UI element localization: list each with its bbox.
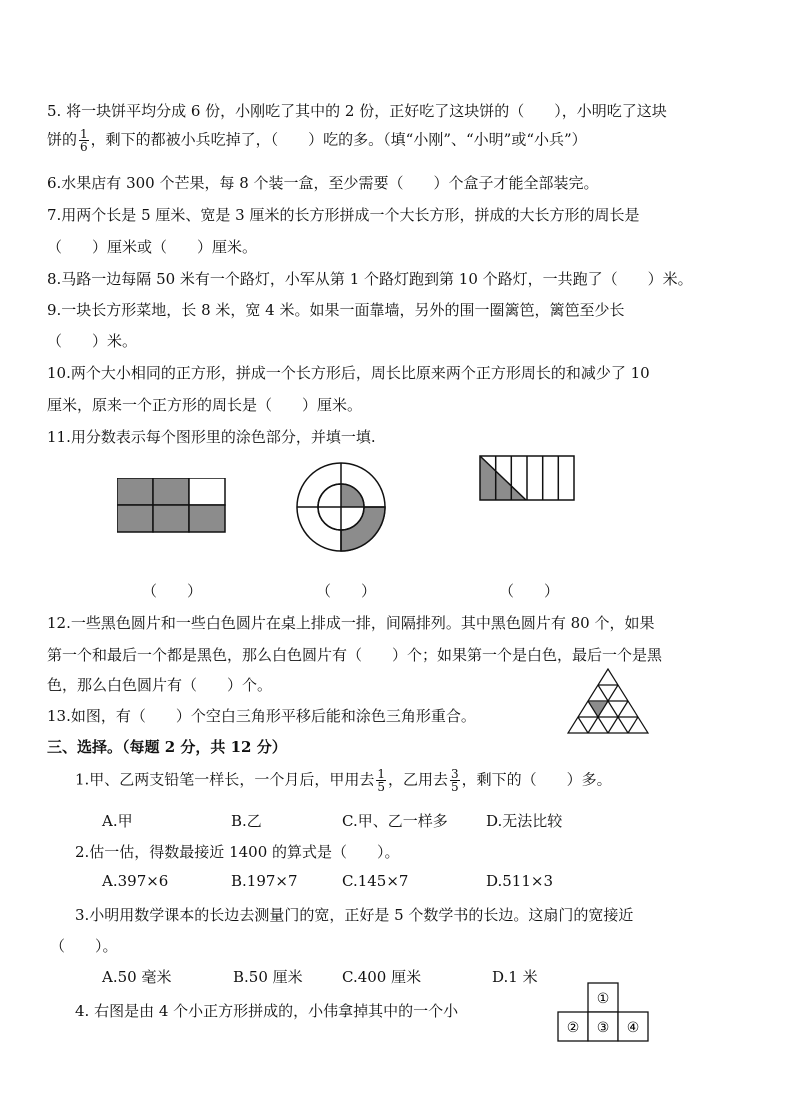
grid-cell: [117, 478, 153, 505]
grid-cell: [189, 505, 225, 532]
q11-blank-2[interactable]: （ ）: [316, 582, 377, 600]
grid-figure: [117, 478, 227, 534]
strip-figure: [478, 454, 576, 502]
c3-option-d[interactable]: D.1 米: [492, 968, 538, 986]
c3-option-c[interactable]: C.400 厘米: [342, 968, 422, 986]
grid-cell: [189, 478, 225, 505]
q5-line1: 5. 将一块饼平均分成 6 份，小刚吃了其中的 2 份，正好吃了这块饼的（ ），小明吃了这块: [47, 102, 667, 120]
q12-line2: 第一个和最后一个都是黑色，那么白色圆片有（ ）个；如果第一个是白色，最后一个是黑: [47, 646, 663, 664]
c1-option-d[interactable]: D.无法比较: [486, 812, 563, 830]
grid-cell: [153, 478, 189, 505]
c3-line1: 3.小明用数学课本的长边去测量门的宽，正好是 5 个数学书的长边。这扇门的宽接近: [75, 906, 634, 924]
c4-question: 4. 右图是由 4 个小正方形拼成的，小伟拿掉其中的一个小: [75, 1002, 459, 1020]
fraction-three-fifths: $\frac{3}{5}$: [450, 767, 459, 794]
ring-figure: [294, 460, 388, 554]
c2-option-b[interactable]: B.197×7: [231, 872, 298, 890]
q10-line2: 厘米，原来一个正方形的周长是（ ）厘米。: [47, 396, 363, 414]
square-label-3: ③: [596, 1020, 610, 1036]
triangle-figure: [566, 667, 650, 735]
q5-line2: [47, 128, 587, 153]
q6-text: 6.水果店有 300 个芒果，每 8 个装一盒，至少需要（ ）个盒子才能全部装完。: [47, 174, 599, 192]
c1-question: [75, 768, 612, 793]
c3-line2: （ ）。: [50, 937, 118, 955]
c1-text-mid: ，乙用去: [387, 770, 448, 789]
square-label-4: ④: [626, 1020, 640, 1036]
c1-text-pre: 1.甲、乙两支铅笔一样长，一个月后，甲用去: [75, 770, 375, 789]
q7-line1: 7.用两个长是 5 厘米、宽是 3 厘米的长方形拼成一个大长方形，拼成的大长方形的周长是: [47, 206, 640, 224]
square-label-2: ②: [566, 1020, 580, 1036]
c2-question: 2.估一估，得数最接近 1400 的算式是（ ）。: [75, 843, 400, 861]
section-3-heading: 三、选择。（每题 2 分，共 12 分）: [47, 738, 287, 756]
q9-line1: 9.一块长方形菜地，长 8 米，宽 4 米。如果一面靠墙，另外的围一圈篱笆，篱笆至少长: [47, 301, 625, 319]
q13-text: 13.如图，有（ ）个空白三角形平移后能和涂色三角形重合。: [47, 707, 476, 725]
c3-option-b[interactable]: B.50 厘米: [233, 968, 303, 986]
grid-cell: [153, 505, 189, 532]
q11-text: 11.用分数表示每个图形里的涂色部分，并填一填.: [47, 428, 376, 446]
q7-line2: （ ）厘米或（ ）厘米。: [47, 238, 258, 256]
c1-text-post: ，剩下的（ ）多。: [461, 770, 612, 789]
q5-line2-pre: 饼的: [47, 130, 78, 149]
c3-option-a[interactable]: A.50 毫米: [102, 968, 172, 986]
square-label-1: ①: [596, 991, 610, 1007]
c2-option-c[interactable]: C.145×7: [342, 872, 409, 890]
q11-blank-1[interactable]: （ ）: [142, 582, 203, 600]
squares-figure: [555, 981, 651, 1043]
fraction-one-sixth: $\frac{1}{6}$: [80, 127, 88, 154]
q8-text: 8.马路一边每隔 50 米有一个路灯，小军从第 1 个路灯跑到第 10 个路灯，一共跑了（ ）米。: [47, 270, 693, 288]
c1-option-c[interactable]: C.甲、乙一样多: [342, 812, 448, 830]
q5-line2-post: ，剩下的都被小兵吃掉了，（ ）吃的多。（填“小刚”、“小明”或“小兵”）: [90, 130, 587, 149]
c2-option-a[interactable]: A.397×6: [102, 872, 169, 890]
c1-option-b[interactable]: B.乙: [231, 812, 262, 830]
q9-line2: （ ）米。: [47, 332, 138, 350]
c2-option-d[interactable]: D.511×3: [486, 872, 554, 890]
q12-line3: 色，那么白色圆片有（ ）个。: [47, 676, 273, 694]
q12-line1: 12.一些黑色圆片和一些白色圆片在桌上排成一排，间隔排列。其中黑色圆片有 80 个，如果: [47, 614, 655, 632]
grid-cell: [117, 505, 153, 532]
fraction-one-fifth: $\frac{1}{5}$: [377, 767, 385, 794]
shaded-triangle: [588, 702, 608, 718]
q11-blank-3[interactable]: （ ）: [499, 582, 560, 600]
c1-option-a[interactable]: A.甲: [102, 812, 133, 830]
q10-line1: 10.两个大小相同的正方形，拼成一个长方形后，周长比原来两个正方形周长的和减少了 10: [47, 364, 650, 382]
